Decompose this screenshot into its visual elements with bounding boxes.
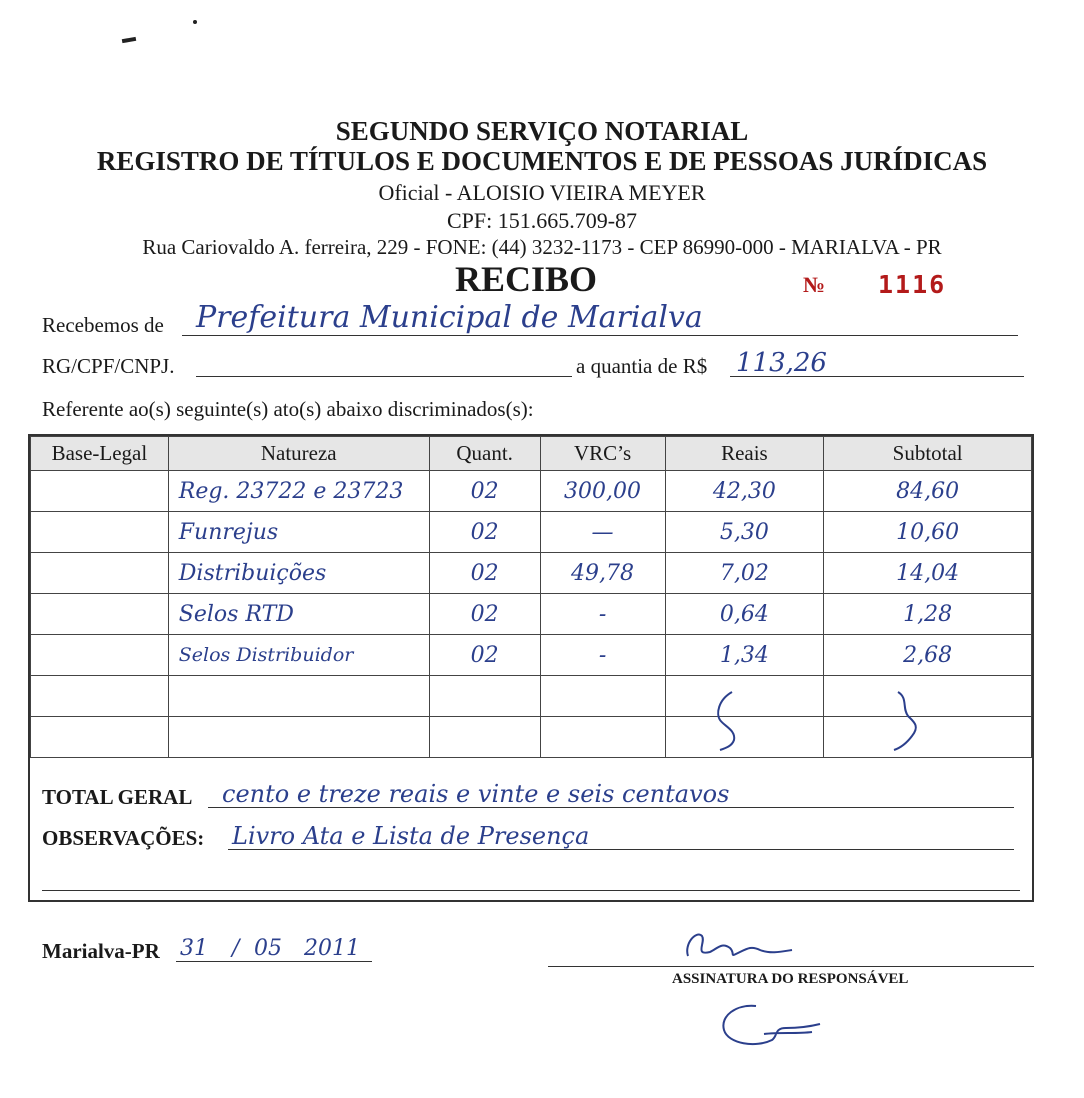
id-label: RG/CPF/CNPJ. [42,354,175,378]
office-address: Rua Cariovaldo A. ferreira, 229 - FONE: (44) 3232-1173 - CEP 86990-000 - MARIALVA - PR [142,235,942,259]
cell-natureza [168,676,429,717]
cell-quant: 02 [429,594,540,635]
cell-vrc [540,717,665,758]
cell-subtotal: 2,68 [824,635,1032,676]
cell-base [31,676,169,717]
received-from-value: Prefeitura Municipal de Marialva [196,300,703,335]
date-line [176,961,372,962]
date-day: 31 [180,936,208,961]
table-header-row [31,437,1032,471]
id-line [196,376,572,377]
cell-base [31,635,169,676]
cell-quant: 02 [429,512,540,553]
office-subtitle: REGISTRO DE TÍTULOS E DOCUMENTOS E DE PESSOAS JURÍDICAS [96,146,988,176]
cell-subtotal: 10,60 [824,512,1032,553]
cell-reais: 42,30 [665,471,824,512]
cell-quant [429,717,540,758]
cell-natureza: Selos RTD [168,594,429,635]
receipt-title: RECIBO [455,259,598,299]
observations-value: Livro Ata e Lista de Presença [232,822,590,850]
col-header-base-legal: Base-Legal [31,437,169,471]
signature-line [548,966,1034,967]
cell-vrc: 300,00 [540,471,665,512]
col-header-quant: Quant. [429,437,540,471]
table-row [31,676,1032,717]
cell-quant: 02 [429,635,540,676]
table-row [31,635,1032,676]
cell-natureza [168,717,429,758]
total-label: TOTAL GERAL [42,785,193,809]
signature-scrawl [680,922,800,966]
cell-reais [665,676,824,717]
date-separator: / [232,936,240,961]
cell-base [31,512,169,553]
cell-subtotal: 1,28 [824,594,1032,635]
cell-subtotal: 84,60 [824,471,1032,512]
date-month: 05 [254,936,282,961]
reference-label: Referente ao(s) seguinte(s) ato(s) abaixo discriminados(s): [42,397,534,421]
cell-vrc [540,676,665,717]
cell-quant: 02 [429,471,540,512]
cell-natureza: Selos Distribuidor [168,635,429,676]
observations-label: OBSERVAÇÕES: [42,826,205,850]
official-name: Oficial - ALOISIO VIEIRA MEYER [378,180,706,205]
receipt-number: 1116 [878,270,947,299]
table-row [31,717,1032,758]
col-header-reais: Reais [665,437,824,471]
brace-mark-subtotal [890,690,924,752]
col-header-vrcs: VRC’s [540,437,665,471]
table-row [31,512,1032,553]
cell-reais: 0,64 [665,594,824,635]
amount-label: a quantia de R$ [576,354,708,378]
cell-natureza: Funrejus [168,512,429,553]
amount-value: 113,26 [736,348,827,378]
cell-quant: 02 [429,553,540,594]
table-row [31,471,1032,512]
table-row [31,553,1032,594]
cell-base [31,717,169,758]
acts-table [30,436,1032,758]
total-value: cento e treze reais e vinte e seis centavos [222,780,730,808]
cell-quant [429,676,540,717]
observations-line-2 [42,890,1020,891]
col-header-natureza: Natureza [168,437,429,471]
receipt-number-label: № [803,272,826,297]
official-cpf: CPF: 151.665.709-87 [446,208,638,233]
cell-reais: 5,30 [665,512,824,553]
scan-mark [122,37,136,43]
col-header-subtotal: Subtotal [824,437,1032,471]
cell-reais: 1,34 [665,635,824,676]
cell-reais [665,717,824,758]
cell-reais: 7,02 [665,553,824,594]
cell-base [31,553,169,594]
table-row [31,594,1032,635]
received-from-label: Recebemos de [42,313,164,337]
cell-natureza: Distribuições [168,553,429,594]
cell-natureza: Reg. 23722 e 23723 [168,471,429,512]
cell-vrc: - [540,635,665,676]
cell-base [31,594,169,635]
signature-label: ASSINATURA DO RESPONSÁVEL [672,971,909,987]
cell-vrc: — [540,512,665,553]
office-title: SEGUNDO SERVIÇO NOTARIAL [335,116,749,146]
date-year: 2011 [304,936,360,961]
place-label: Marialva-PR [42,939,160,963]
cell-vrc: 49,78 [540,553,665,594]
cell-subtotal: 14,04 [824,553,1032,594]
brace-mark-reais [712,690,742,752]
scan-mark [193,20,197,24]
received-from-line [182,335,1018,336]
cell-base [31,471,169,512]
cell-subtotal [824,676,1032,717]
cell-vrc: - [540,594,665,635]
initials-scrawl [716,1000,826,1050]
cell-subtotal [824,717,1032,758]
